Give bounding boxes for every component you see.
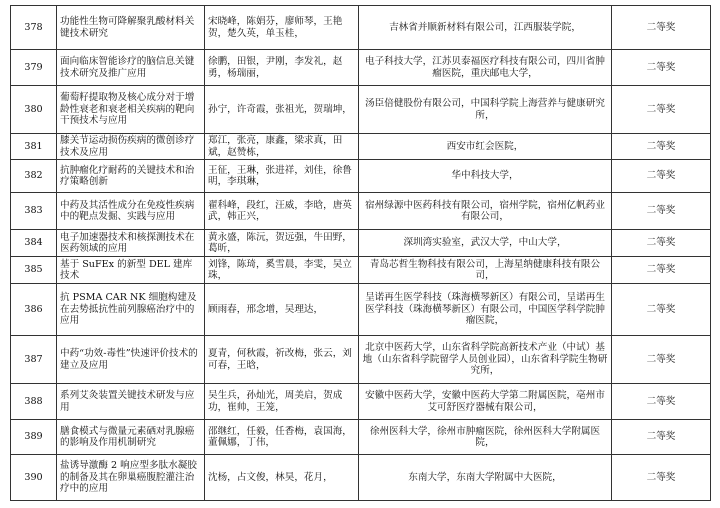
row-number: 384 <box>11 230 57 257</box>
prize-level: 二等奖 <box>612 134 711 160</box>
row-number: 383 <box>11 193 57 230</box>
project-orgs: 东南大学，东南大学附属中大医院， <box>359 455 612 501</box>
row-number: 385 <box>11 257 57 284</box>
table-row <box>11 160 711 193</box>
project-name: 葡萄籽提取物及核心成分对于增龄性衰老和衰老相关疾病的靶向干预技术与应用 <box>57 86 205 134</box>
project-orgs: 汤臣倍健股份有限公司，中国科学院上海营养与健康研究所， <box>359 86 612 134</box>
project-name: 膳食模式与微量元素硒对乳腺癌的影响及作用机制研究 <box>57 420 205 455</box>
prize-level: 二等奖 <box>612 50 711 86</box>
project-name: 电子加速器技术和核探测技术在医药领域的应用 <box>57 230 205 257</box>
table-row <box>11 86 711 134</box>
table-row <box>11 384 711 420</box>
row-number: 386 <box>11 284 57 336</box>
project-orgs: 北京中医药大学，山东省科学院高新技术产业（中试）基地（山东省科学院留学人员创业园），山东省科学院生物研究所， <box>359 336 612 384</box>
prize-level: 二等奖 <box>612 384 711 420</box>
prize-level: 二等奖 <box>612 230 711 257</box>
project-orgs: 呈诺再生医学科技（珠海横琴新区）有限公司，呈诺再生医学科技（珠海横琴新区）有限公司，中国医学科学院肿瘤医院， <box>359 284 612 336</box>
project-people: 邵继红，任毅，任香梅，袁国海，董佩娜，丁伟， <box>205 420 359 455</box>
awards-table <box>10 5 711 501</box>
project-people: 黄永盛，陈沅，贺远强，牛田野，葛昕， <box>205 230 359 257</box>
awards-table-body <box>11 6 711 501</box>
row-number: 382 <box>11 160 57 193</box>
table-row <box>11 193 711 230</box>
project-people: 刘锋，陈琦，奚雪晨，李雯，吴立珠， <box>205 257 359 284</box>
project-people: 沈杨，占文俊，林昊，花月， <box>205 455 359 501</box>
prize-level: 二等奖 <box>612 193 711 230</box>
project-orgs: 西安市红会医院， <box>359 134 612 160</box>
table-row <box>11 50 711 86</box>
project-people: 徐鹏，田银，尹刚，李发礼，赵勇，杨瑞丽， <box>205 50 359 86</box>
project-orgs: 青岛芯哲生物科技有限公司，上海星纳健康科技有限公司， <box>359 257 612 284</box>
project-people: 夏青，何秋霞，祈改梅，张云，刘可春，王晗， <box>205 336 359 384</box>
row-number: 390 <box>11 455 57 501</box>
project-people: 孙宁，许奇霞，张祖光，贺瑞坤， <box>205 86 359 134</box>
project-orgs: 安徽中医药大学，安徽中医药大学第二附属医院，亳州市艾可舒医疗器械有限公司， <box>359 384 612 420</box>
project-people: 王征，王琳，张进祥，刘佳，徐鲁明，李琪琳， <box>205 160 359 193</box>
table-row <box>11 420 711 455</box>
project-people: 宋晓峰，陈娟芬，廖师琴，王艳贺，楚久英，单玉桂， <box>205 6 359 50</box>
row-number: 381 <box>11 134 57 160</box>
project-orgs: 电子科技大学，江苏贝泰福医疗科技有限公司，四川省肿瘤医院，重庆邮电大学， <box>359 50 612 86</box>
table-row <box>11 284 711 336</box>
prize-level: 二等奖 <box>612 455 711 501</box>
row-number: 387 <box>11 336 57 384</box>
project-name: 盐诱导激酶 2 响应型多肽水凝胶的制备及其在卵巢癌腹腔灌注治疗中的应用 <box>57 455 205 501</box>
prize-level: 二等奖 <box>612 336 711 384</box>
project-orgs: 深圳湾实验室，武汉大学，中山大学， <box>359 230 612 257</box>
prize-level: 二等奖 <box>612 420 711 455</box>
project-orgs: 吉林省并顺新材料有限公司，江西服装学院， <box>359 6 612 50</box>
project-orgs: 徐州医科大学，徐州市肿瘤医院，徐州医科大学附属医院， <box>359 420 612 455</box>
prize-level: 二等奖 <box>612 284 711 336</box>
project-people: 顾雨春，邢念增，吴理达， <box>205 284 359 336</box>
project-name: 系列艾灸装置关键技术研发与应用 <box>57 384 205 420</box>
prize-level: 二等奖 <box>612 257 711 284</box>
project-name: 面向临床智能诊疗的脑信息关键技术研究及推广应用 <box>57 50 205 86</box>
row-number: 389 <box>11 420 57 455</box>
table-row <box>11 134 711 160</box>
project-name: 抗肿瘤化疗耐药的关键技术和治疗策略创新 <box>57 160 205 193</box>
row-number: 388 <box>11 384 57 420</box>
table-row <box>11 455 711 501</box>
table-row <box>11 336 711 384</box>
project-orgs: 华中科技大学， <box>359 160 612 193</box>
row-number: 379 <box>11 50 57 86</box>
project-name: 基于 SuFEx 的新型 DEL 建库技术 <box>57 257 205 284</box>
table-row <box>11 257 711 284</box>
project-people: 吴生兵，孙灿光，周美启，贺成功，崔帅，王笼， <box>205 384 359 420</box>
project-name: 功能性生物可降解聚乳酸材料关键技术研究 <box>57 6 205 50</box>
project-name: 中药“功效-毒性”快速评价技术的建立及应用 <box>57 336 205 384</box>
prize-level: 二等奖 <box>612 6 711 50</box>
prize-level: 二等奖 <box>612 86 711 134</box>
row-number: 378 <box>11 6 57 50</box>
project-name: 中药及其活性成分在免疫性疾病中的靶点发掘、实践与应用 <box>57 193 205 230</box>
project-orgs: 宿州绿源中医药科技有限公司，宿州学院，宿州亿帆药业有限公司， <box>359 193 612 230</box>
prize-level: 二等奖 <box>612 160 711 193</box>
project-people: 翟科峰，段红，汪威，李晗，唐英武，韩正兴， <box>205 193 359 230</box>
row-number: 380 <box>11 86 57 134</box>
project-name: 膝关节运动损伤疾病的微创诊疗技术及应用 <box>57 134 205 160</box>
table-row <box>11 230 711 257</box>
project-people: 郑江，张亮，康鑫，梁求真，田斌，赵赞栋， <box>205 134 359 160</box>
table-row <box>11 6 711 50</box>
project-name: 抗 PSMA CAR NK 细胞构建及在去势抵抗性前列腺癌治疗中的应用 <box>57 284 205 336</box>
